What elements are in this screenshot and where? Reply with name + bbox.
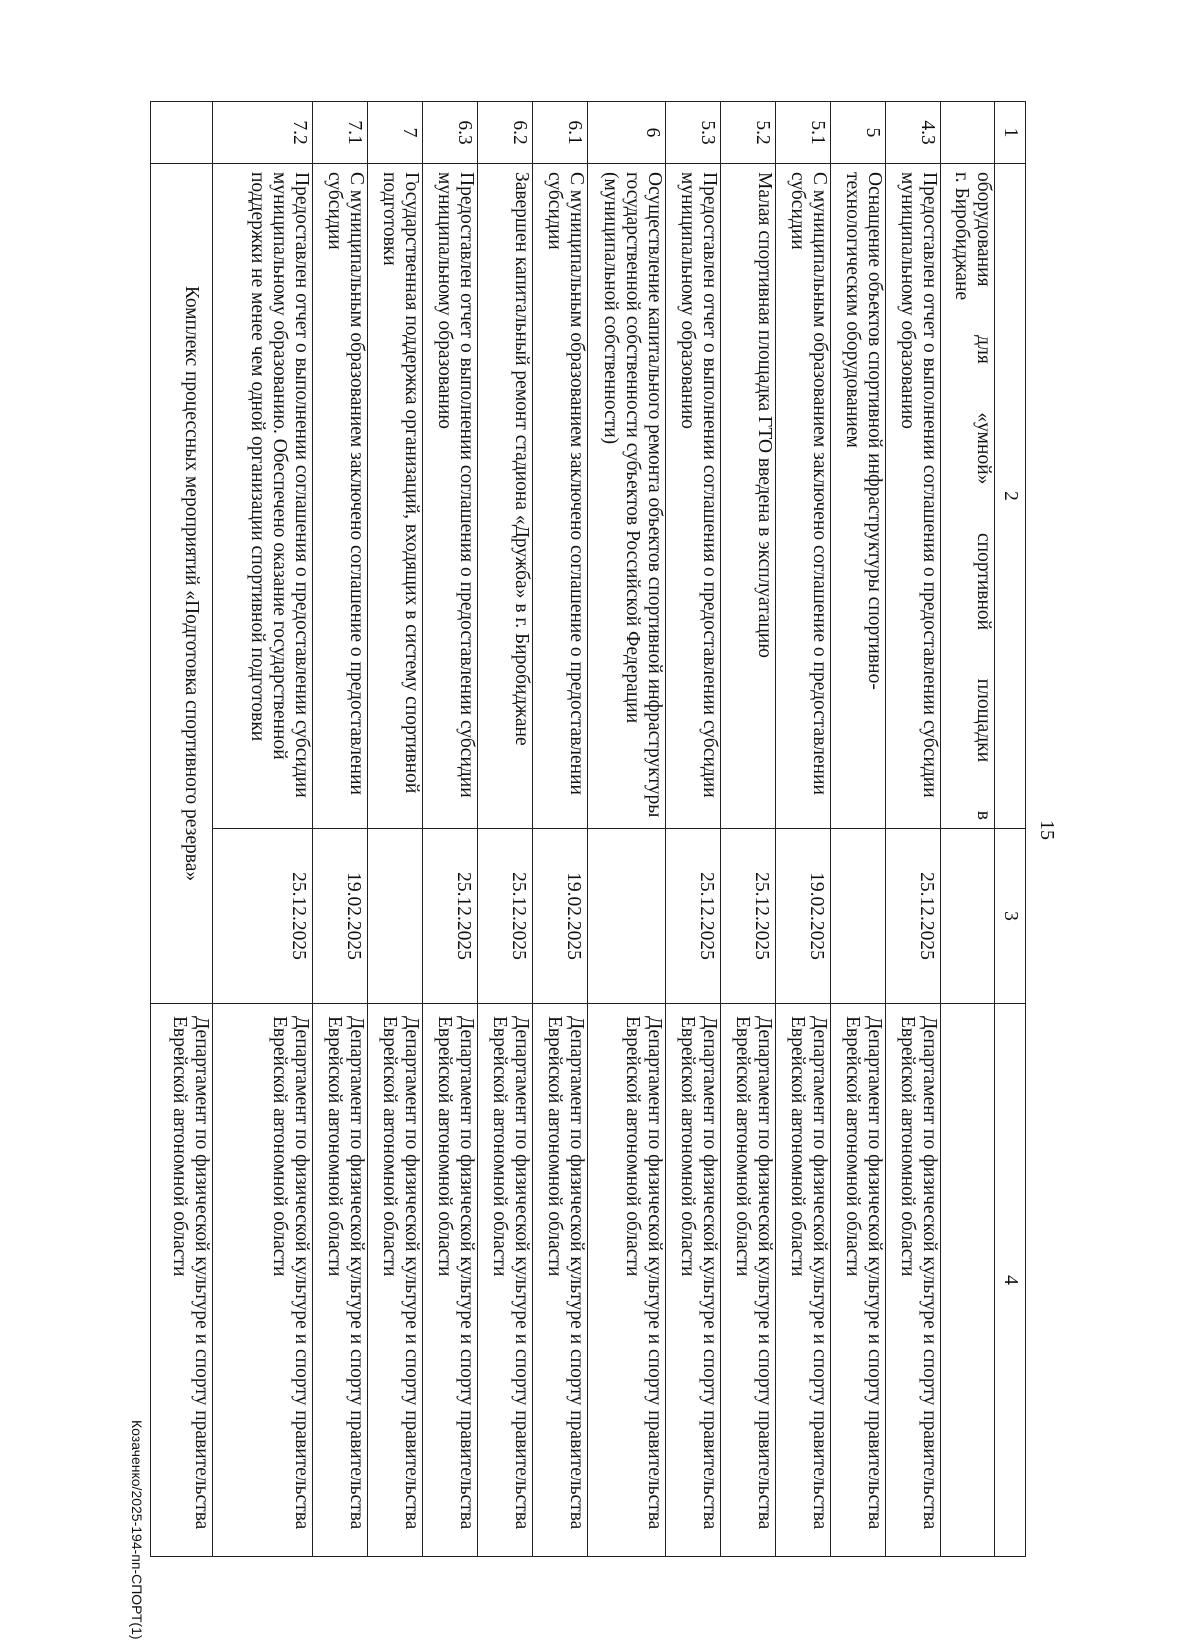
table-row <box>533 102 588 1557</box>
row-date <box>368 829 423 1004</box>
row-number: 6.2 <box>478 102 533 164</box>
row-date: 25.12.2025 <box>886 829 941 1004</box>
row-text: С муниципальным образованием заключено соглашение о предоставлении субсидии <box>533 164 588 829</box>
table-row <box>776 102 831 1557</box>
table-row <box>721 102 776 1557</box>
row-date: 19.02.2025 <box>313 829 368 1004</box>
row-text: С муниципальным образованием заключено соглашение о предоставлении субсидии <box>313 164 368 829</box>
row-number: 5.1 <box>776 102 831 164</box>
row-text: Предоставлен отчет о выполнении соглашения о предоставлении субсидии муниципальному образованию <box>666 164 721 829</box>
row-date: 25.12.2025 <box>721 829 776 1004</box>
row-department: Департамент по физической культуре и спорту правительства Еврейской автономной области <box>776 1004 831 1557</box>
row-text <box>941 164 995 829</box>
row-department: Департамент по физической культуре и спорту правительства Еврейской автономной области <box>478 1004 533 1557</box>
row-department: Департамент по физической культуре и спорту правительства Еврейской автономной области <box>721 1004 776 1557</box>
row-text-line: оборудования для «умной» спортивной площадки в <box>973 172 994 820</box>
row-text: Оснащение объектов спортивной инфраструктуры спортивно-технологическим оборудованием <box>831 164 886 829</box>
row-number: 5 <box>831 102 886 164</box>
table-row <box>313 102 368 1557</box>
table-row <box>831 102 886 1557</box>
complex-department: Департамент по физической культуре и спорту правительства Еврейской автономной области <box>151 1004 213 1557</box>
row-department: Департамент по физической культуре и спорту правительства Еврейской автономной области <box>588 1004 666 1557</box>
row-number: 7 <box>368 102 423 164</box>
table-row <box>941 102 995 1557</box>
row-department: Департамент по физической культуре и спорту правительства Еврейской автономной области <box>423 1004 478 1557</box>
header-col-2: 2 <box>995 164 1026 829</box>
row-date: 19.02.2025 <box>533 829 588 1004</box>
document-code: Козаченко/2025-194-пп-СПОРТ(1) <box>129 1420 145 1640</box>
row-text: Предоставлен отчет о выполнении соглашения о предоставлении субсидии муниципальному образованию <box>886 164 941 829</box>
row-number: 6.3 <box>423 102 478 164</box>
row-date: 25.12.2025 <box>666 829 721 1004</box>
row-number: 7.2 <box>213 102 313 164</box>
table-row <box>213 102 313 1557</box>
table-row <box>368 102 423 1557</box>
row-text: С муниципальным образованием заключено соглашение о предоставлении субсидии <box>776 164 831 829</box>
row-department <box>941 1004 995 1557</box>
row-number: 6.1 <box>533 102 588 164</box>
table-row <box>478 102 533 1557</box>
row-number: 5.2 <box>721 102 776 164</box>
row-date <box>831 829 886 1004</box>
table-header-row <box>995 102 1026 1557</box>
row-department: Департамент по физической культуре и спорту правительства Еврейской автономной области <box>831 1004 886 1557</box>
table-row <box>886 102 941 1557</box>
row-department: Департамент по физической культуре и спорту правительства Еврейской автономной области <box>886 1004 941 1557</box>
row-number: 7.1 <box>313 102 368 164</box>
complex-row <box>151 102 213 1557</box>
row-date: 19.02.2025 <box>776 829 831 1004</box>
row-text: Завершен капитальный ремонт стадиона «Дружба» в г. Биробиджане <box>478 164 533 829</box>
row-department: Департамент по физической культуре и спорту правительства Еврейской автономной области <box>666 1004 721 1557</box>
row-text: Осуществление капитального ремонта объектов спортивной инфраструктуры государственной собственности субъектов Российской Федерации (муниципальной собственности) <box>588 164 666 829</box>
row-text: Малая спортивная площадка ГТО введена в эксплуатацию <box>721 164 776 829</box>
row-text: Предоставлен отчет о выполнении соглашения о предоставлении субсидии муниципальному образованию. Обеспечено оказание государственной поддержки не менее чем одной организации спортивной подготовки <box>213 164 313 829</box>
header-col-4: 4 <box>995 1004 1026 1557</box>
header-col-3: 3 <box>995 829 1026 1004</box>
row-text-line: г. Биробиджане <box>951 172 972 301</box>
table-row <box>588 102 666 1557</box>
row-department: Департамент по физической культуре и спорту правительства Еврейской автономной области <box>313 1004 368 1557</box>
complex-title: Комплекс процессных мероприятий «Подготовка спортивного резерва» <box>151 164 213 1004</box>
row-number: 5.3 <box>666 102 721 164</box>
row-date: 25.12.2025 <box>213 829 313 1004</box>
row-text: Предоставлен отчет о выполнении соглашения о предоставлении субсидии муниципальному образованию <box>423 164 478 829</box>
row-number: 6 <box>588 102 666 164</box>
row-department: Департамент по физической культуре и спорту правительства Еврейской автономной области <box>533 1004 588 1557</box>
row-date <box>941 829 995 1004</box>
table-row <box>423 102 478 1557</box>
row-date: 25.12.2025 <box>423 829 478 1004</box>
row-department: Департамент по физической культуре и спорту правительства Еврейской автономной области <box>213 1004 313 1557</box>
row-number: 4.3 <box>886 102 941 164</box>
row-date: 25.12.2025 <box>478 829 533 1004</box>
complex-empty-cell <box>151 102 213 164</box>
row-number <box>941 102 995 164</box>
row-department: Департамент по физической культуре и спорту правительства Еврейской автономной области <box>368 1004 423 1557</box>
activity-table <box>150 101 1026 1557</box>
page-number: 15 <box>1036 820 1058 840</box>
table-row <box>666 102 721 1557</box>
row-date <box>588 829 666 1004</box>
row-text: Государственная поддержка организаций, входящих в систему спортивной подготовки <box>368 164 423 829</box>
header-col-1: 1 <box>995 102 1026 164</box>
